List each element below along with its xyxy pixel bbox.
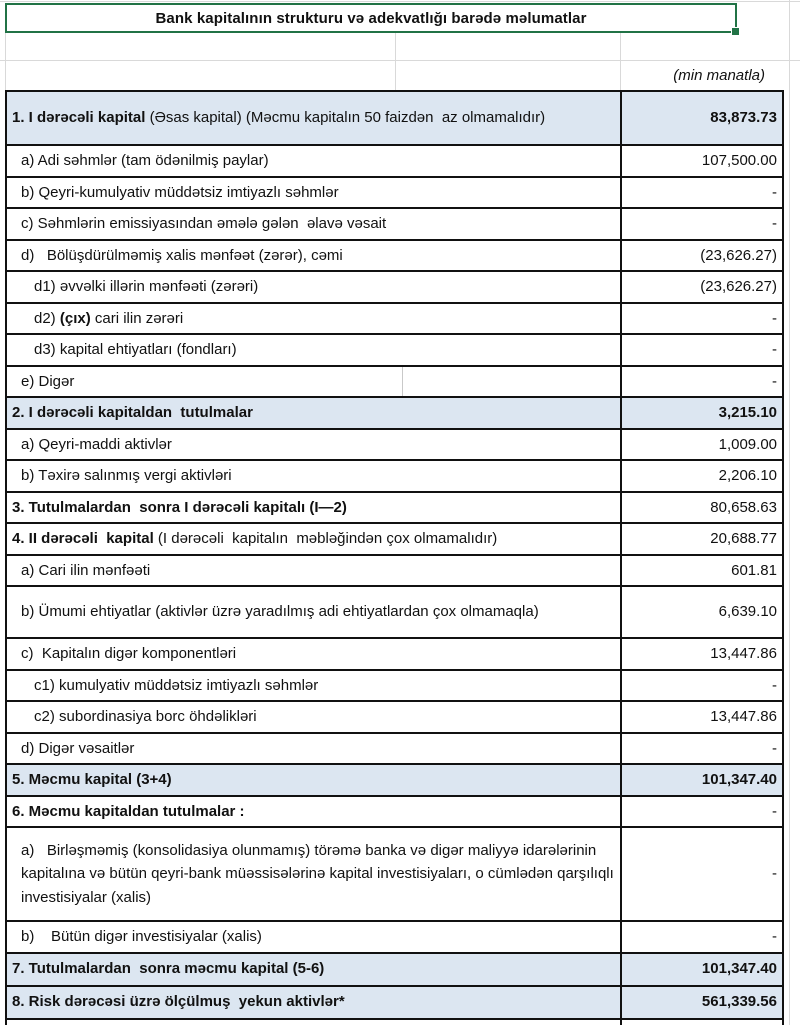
row-label-cell[interactable]: 8. Risk dərəcəsi üzrə ölçülmuş yekun aktivlər*	[7, 987, 622, 1018]
row-label-cell[interactable]: 5. Məcmu kapital (3+4)	[7, 765, 622, 795]
row-value-cell[interactable]: 13,447.86	[710, 645, 777, 663]
table-row	[5, 272, 784, 304]
row-value-cell[interactable]: -	[772, 341, 777, 359]
row-value-cell[interactable]: -	[772, 739, 777, 757]
row-value-cell[interactable]: 601.81	[731, 561, 777, 579]
table-row	[5, 734, 784, 766]
row-value-cell[interactable]: 101,347.40	[701, 771, 777, 789]
row-value-cell[interactable]: (23,626.27)	[700, 278, 777, 296]
row-value-cell[interactable]: 20,688.77	[710, 530, 777, 548]
table-row	[5, 146, 784, 178]
row-label-cell[interactable]: c) Kapitalın digər komponentləri	[7, 639, 622, 669]
table-row	[5, 178, 784, 210]
table-row	[5, 241, 784, 273]
row-label-cell[interactable]: a) Birləşməmiş (konsolidasiya olunmamış) törəmə banka və digər maliyyə idarələrinin kapitalına və bütün qeyri-bank müəssisələrinə kapital investisiyaları, o cümlədən qarşılıqlı investisiyalar (xalis)	[7, 828, 622, 920]
row-label-cell[interactable]: d) Bölüşdürülməmiş xalis mənfəət (zərər), cəmi	[7, 241, 622, 271]
row-label-cell[interactable]: c) Səhmlərin emissiyasından əmələ gələn əlavə vəsait	[7, 209, 622, 239]
row-value-cell[interactable]: -	[772, 928, 777, 946]
row-value-cell[interactable]: -	[772, 802, 777, 820]
row-value-cell[interactable]: 83,873.73	[710, 109, 777, 127]
selection-fill-handle[interactable]	[731, 27, 740, 36]
row-value-cell[interactable]: 561,339.56	[701, 993, 777, 1011]
table-row-partial	[5, 1020, 784, 1025]
unit-note-cell[interactable]	[620, 60, 783, 90]
row-value-cell[interactable]: 13,447.86	[710, 708, 777, 726]
row-value-cell[interactable]	[622, 1020, 782, 1025]
row-label-cell[interactable]: 6. Məcmu kapitaldan tutulmalar :	[7, 797, 622, 827]
capital-table	[5, 90, 784, 1025]
table-row	[5, 430, 784, 462]
table-row	[5, 639, 784, 671]
row-label-cell[interactable]: d2) (çıx) cari ilin zərəri	[7, 304, 622, 334]
table-row	[5, 987, 784, 1020]
row-label-cell[interactable]: b) Ümumi ehtiyatlar (aktivlər üzrə yaradılmış adi ehtiyatlardan çox olmamaqla)	[7, 587, 622, 637]
row-label-cell[interactable]: 1. I dərəcəli kapital (Əsas kapital) (Məcmu kapitalın 50 faizdən az olmamalıdır)	[7, 92, 622, 144]
title-cell[interactable]	[5, 3, 737, 33]
row-value-cell[interactable]: -	[772, 865, 777, 883]
row-label-cell[interactable]: d1) əvvəlki illərin mənfəəti (zərəri)	[7, 272, 622, 302]
row-label-cell[interactable]: 7. Tutulmalardan sonra məcmu kapital (5-6)	[7, 954, 622, 985]
table-row	[5, 702, 784, 734]
table-row	[5, 922, 784, 954]
row-value-cell[interactable]: 2,206.10	[718, 467, 777, 485]
row-value-cell[interactable]: -	[772, 309, 777, 327]
gridline	[395, 33, 396, 90]
table-row	[5, 335, 784, 367]
cell-divider-gridline	[402, 367, 403, 397]
row-value-cell[interactable]: -	[772, 183, 777, 201]
table-row	[5, 304, 784, 336]
table-row	[5, 671, 784, 703]
row-value-cell[interactable]: -	[772, 215, 777, 233]
row-label-cell[interactable]: b) Bütün digər investisiyalar (xalis)	[7, 922, 622, 952]
row-value-cell[interactable]: 6,639.10	[718, 603, 777, 621]
row-value-cell[interactable]: 80,658.63	[710, 498, 777, 516]
row-label-cell[interactable]: e) Digər	[7, 367, 622, 397]
row-value-cell[interactable]: 107,500.00	[701, 152, 777, 170]
row-label-cell[interactable]	[7, 1020, 622, 1025]
row-label-cell[interactable]: a) Qeyri-maddi aktivlər	[7, 430, 622, 460]
table-row	[5, 209, 784, 241]
table-row	[5, 954, 784, 987]
table-row	[5, 524, 784, 556]
row-label-cell[interactable]: a) Cari ilin mənfəəti	[7, 556, 622, 586]
page-title: Bank kapitalının strukturu və adekvatlığı barədə məlumatlar	[155, 9, 587, 27]
row-value-cell[interactable]: 101,347.40	[701, 960, 777, 978]
table-row	[5, 92, 784, 146]
row-label-cell[interactable]: c2) subordinasiya borc öhdəlikləri	[7, 702, 622, 732]
row-label-cell[interactable]: 3. Tutulmalardan sonra I dərəcəli kapitalı (I—2)	[7, 493, 622, 523]
gridline	[5, 33, 6, 90]
row-label-cell[interactable]: 2. I dərəcəli kapitaldan tutulmalar	[7, 398, 622, 428]
row-label-cell[interactable]: d3) kapital ehtiyatları (fondları)	[7, 335, 622, 365]
row-label-cell[interactable]: a) Adi səhmlər (tam ödənilmiş paylar)	[7, 146, 622, 176]
table-row	[5, 367, 784, 399]
table-row	[5, 587, 784, 639]
row-value-cell[interactable]: 3,215.10	[718, 404, 777, 422]
row-label-cell[interactable]: b) Təxirə salınmış vergi aktivləri	[7, 461, 622, 491]
row-label-cell[interactable]: 4. II dərəcəli kapital (I dərəcəli kapitalın məbləğindən çox olmamalıdır)	[7, 524, 622, 554]
row-value-cell[interactable]: (23,626.27)	[700, 246, 777, 264]
row-label-cell[interactable]: b) Qeyri-kumulyativ müddətsiz imtiyazlı səhmlər	[7, 178, 622, 208]
unit-note: (min manatla)	[673, 66, 765, 84]
gridline	[789, 0, 790, 1025]
row-value-cell[interactable]: 1,009.00	[718, 435, 777, 453]
gridline	[0, 1, 800, 2]
table-row	[5, 797, 784, 829]
row-value-cell[interactable]: -	[772, 372, 777, 390]
table-row	[5, 461, 784, 493]
row-label-cell[interactable]: d) Digər vəsaitlər	[7, 734, 622, 764]
row-label-cell[interactable]: c1) kumulyativ müddətsiz imtiyazlı səhmlər	[7, 671, 622, 701]
table-row	[5, 493, 784, 525]
row-value-cell[interactable]: -	[772, 676, 777, 694]
table-row	[5, 398, 784, 430]
table-row	[5, 828, 784, 922]
table-row	[5, 556, 784, 588]
table-row	[5, 765, 784, 797]
